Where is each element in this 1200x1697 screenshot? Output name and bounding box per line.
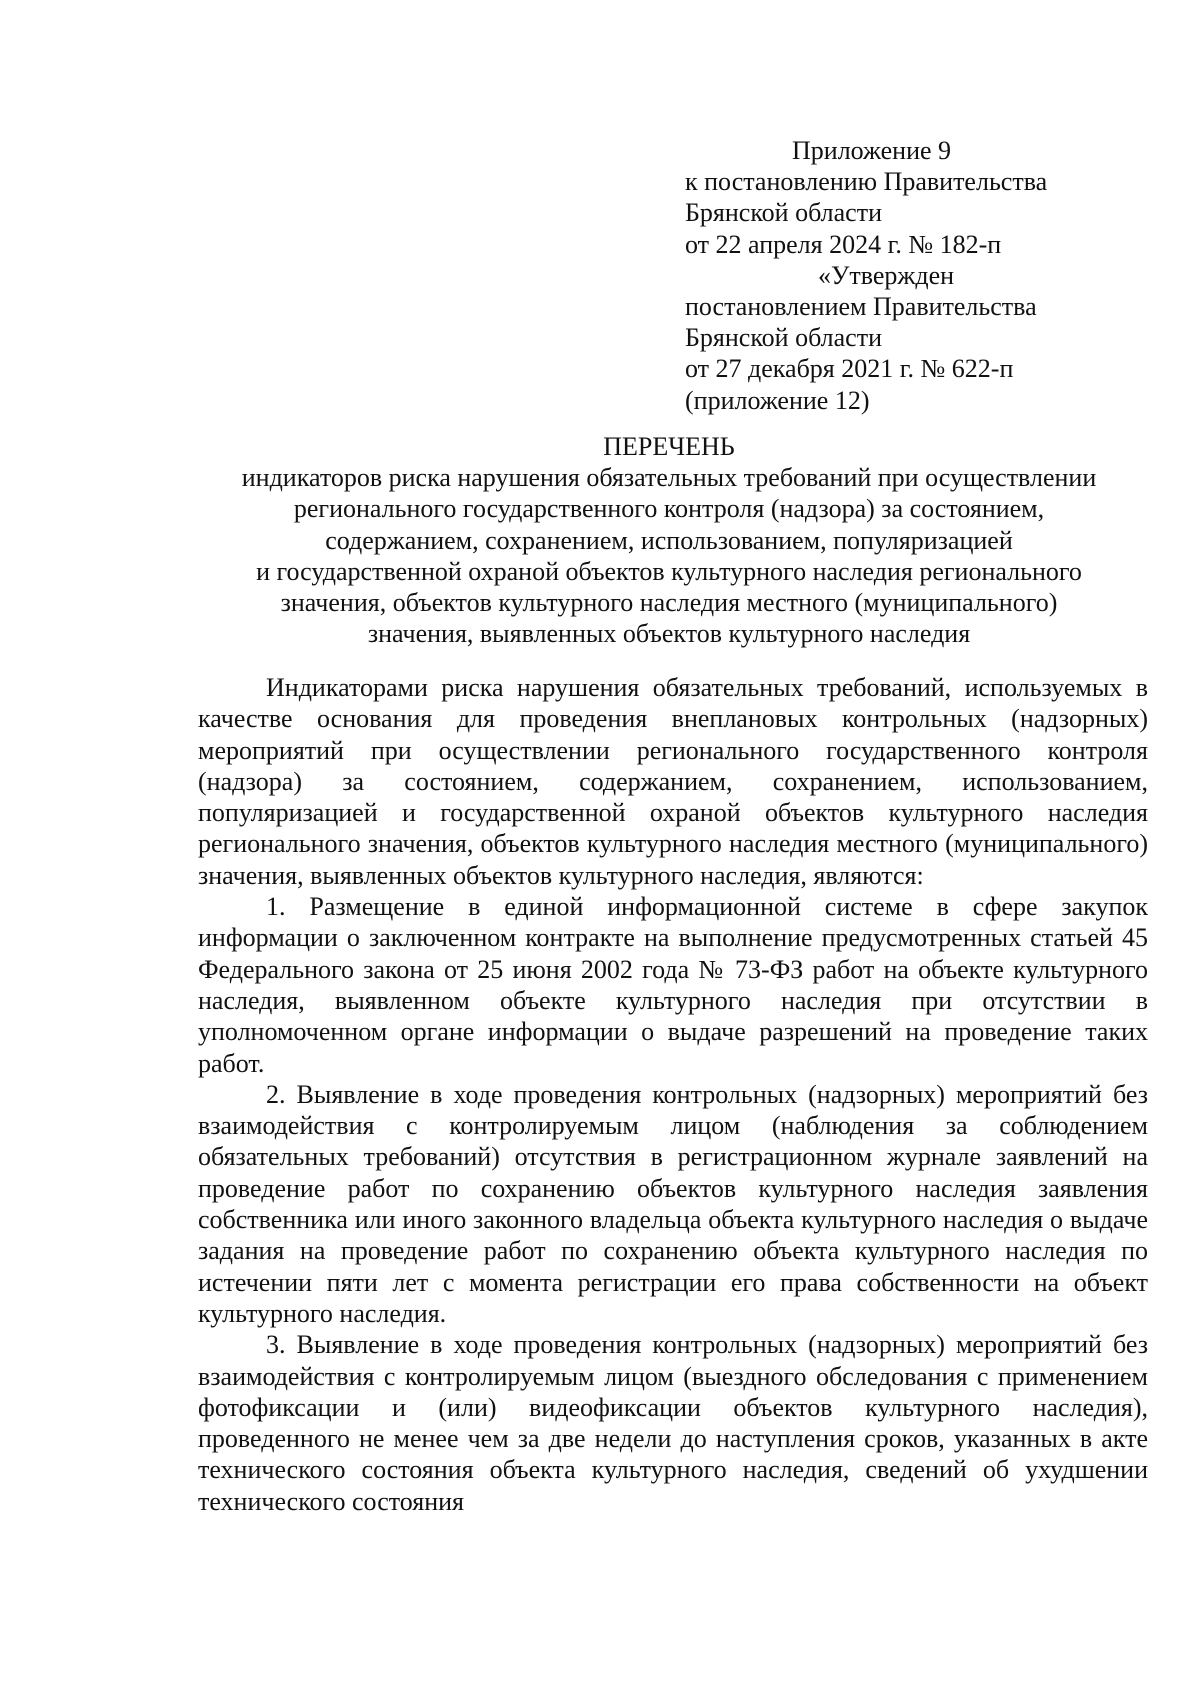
- title-line: содержанием, сохранением, использованием, популяризацией: [325, 525, 1013, 555]
- document-title: [190, 431, 1148, 649]
- approved-label: «Утвержден: [818, 260, 955, 290]
- title-heading: ПЕРЕЧЕНЬ: [603, 432, 735, 461]
- appendix-number: Приложение 9: [792, 136, 952, 165]
- title-line: регионального государственного контроля (надзора) за состоянием,: [293, 494, 1045, 524]
- appendix-date-line: от 22 апреля 2024 г. № 182-п: [685, 229, 1002, 259]
- title-line: индикаторов риска нарушения обязательных требований при осуществлении: [241, 463, 1097, 493]
- approved-date-line: от 27 декабря 2021 г. № 622-п: [685, 354, 1014, 384]
- appendix-ref-line: к постановлению Правительства: [685, 167, 1048, 197]
- title-line: значения, выявленных объектов культурного наследия: [367, 619, 971, 649]
- title-line: и государственной охраной объектов культурного наследия регионального: [256, 556, 1082, 586]
- approved-annex-line: (приложение 12): [685, 385, 870, 415]
- list-item-3: 3. Выявление в ходе проведения контрольных (надзорных) мероприятий без взаимодействия с контролируемым лицом (выездного обследования с применением фотофиксации и (или) видеофиксации объектов культурного наследия), проведенного не менее чем за две недели до наступления сроков, указанных в акте технического состояния объекта культурного наследия, сведений об ухудшении технического состояния: [198, 1330, 1148, 1516]
- title-line: значения, объектов культурного наследия местного (муниципального): [280, 588, 1058, 618]
- appendix-block: [685, 135, 1047, 416]
- appendix-region-line: Брянской области: [685, 198, 882, 228]
- intro-paragraph: Индикаторами риска нарушения обязательных требований, используемых в качестве основания для проведения внеплановых контрольных (надзорных) мероприятий при осуществлении регионального государственного контроля (надзора) за состоянием, содержанием, сохранением, использованием, популяризацией и государственной охраной объектов культурного наследия регионального значения, объектов культурного наследия местного (муниципального) значения, выявленных объектов культурного наследия, являются:: [198, 673, 1148, 890]
- list-item-1: 1. Размещение в единой информационной системе в сфере закупок информации о заключенном контракте на выполнение предусмотренных статьей 45 Федерального закона от 25 июня 2002 года № 73-ФЗ работ на объекте культурного наследия, выявленном объекте культурного наследия при отсутствии в уполномоченном органе информации о выдаче разрешений на проведение таких работ.: [198, 892, 1148, 1078]
- approved-by-line: постановлением Правительства: [685, 292, 1037, 322]
- list-item-2: 2. Выявление в ходе проведения контрольных (надзорных) мероприятий без взаимодействия с контролируемым лицом (наблюдения за соблюдением обязательных требований) отсутствия в регистрационном журнале заявлений на проведение работ по сохранению объектов культурного наследия заявления собственника или иного законного владельца объекта культурного наследия о выдаче задания на проведение работ по сохранению объекта культурного наследия по истечении пяти лет с момента регистрации его права собственности на объект культурного наследия.: [198, 1079, 1148, 1328]
- approved-region-line: Брянской области: [685, 323, 882, 353]
- document-body: [198, 672, 1148, 1517]
